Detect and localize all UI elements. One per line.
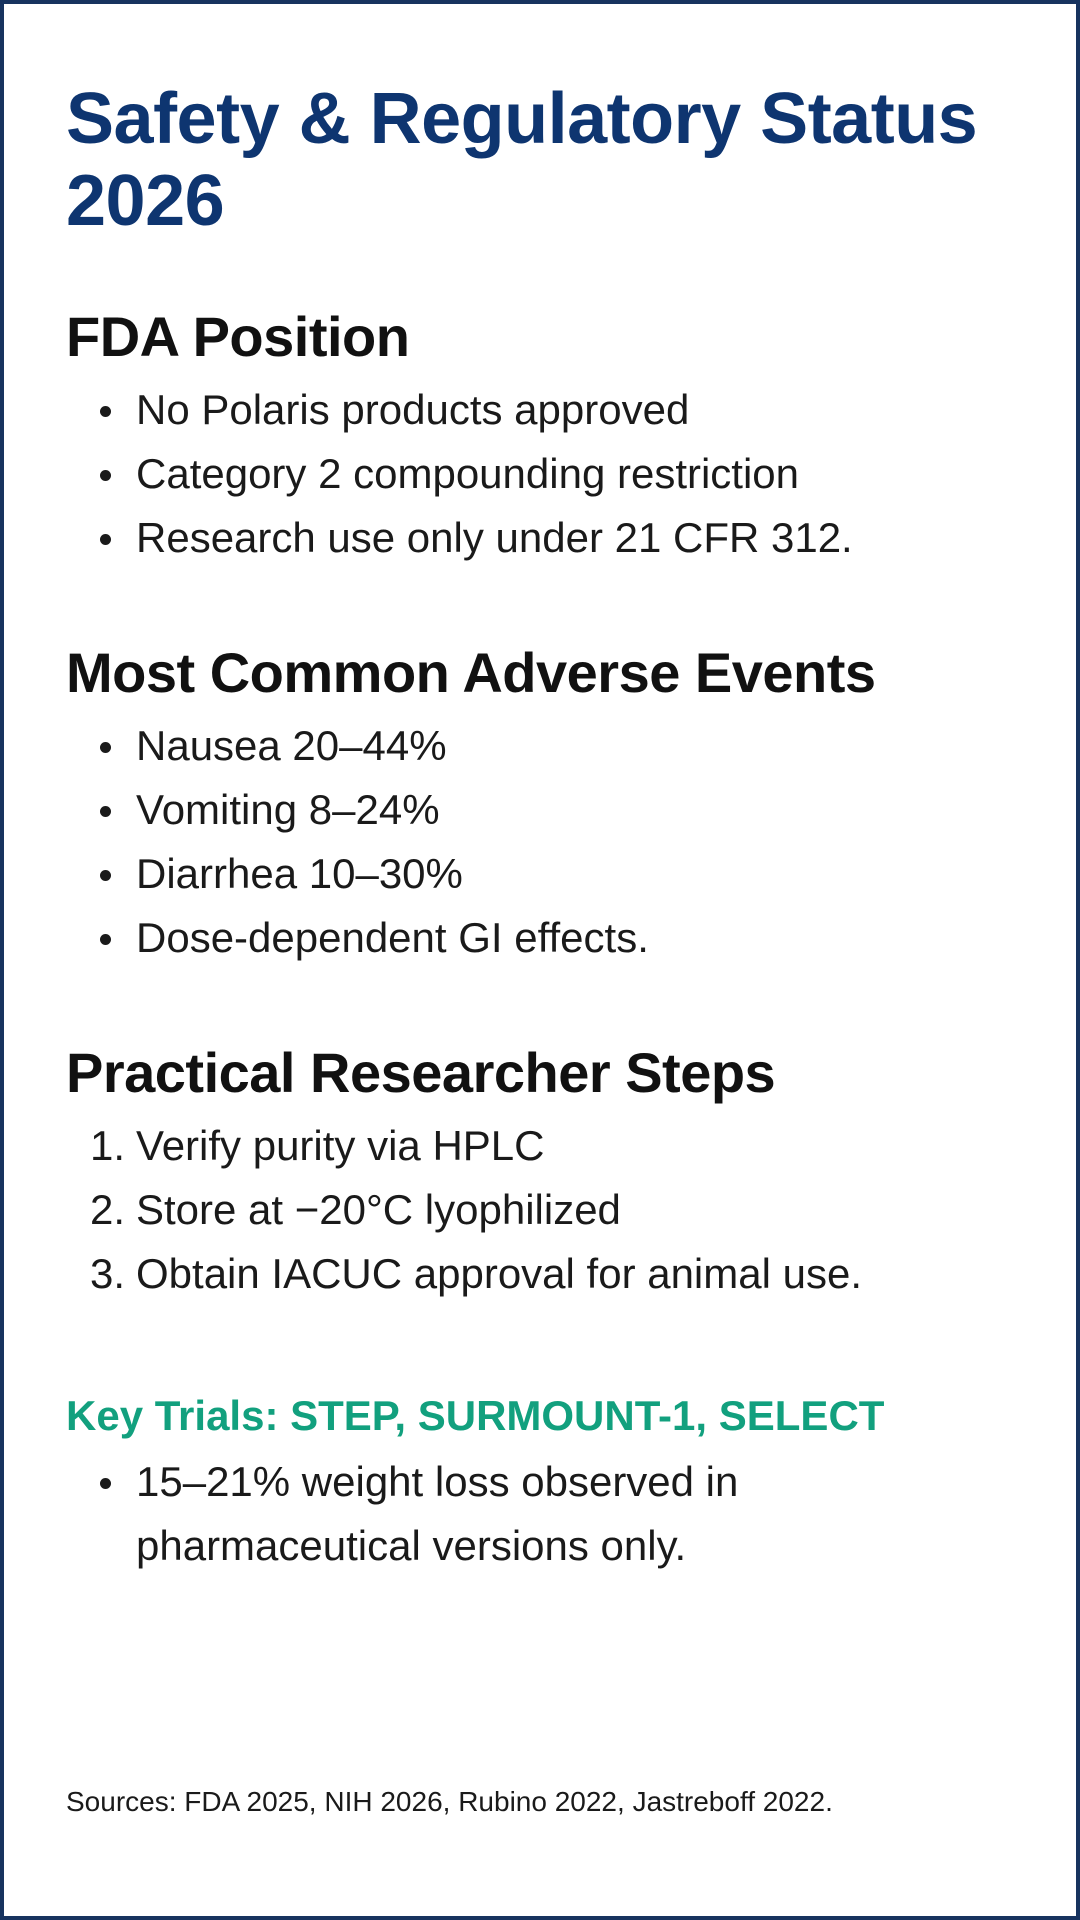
item-number: 1.	[90, 1122, 126, 1169]
list-item: Nausea 20–44%	[66, 714, 1026, 778]
item-text: Obtain IACUC approval for animal use.	[136, 1250, 862, 1297]
list-item: Category 2 compounding restriction	[66, 442, 1026, 506]
list-item: Diarrhea 10–30%	[66, 842, 1026, 906]
list-item: Vomiting 8–24%	[66, 778, 1026, 842]
numbered-item	[66, 1114, 1026, 1178]
document-content	[66, 78, 1026, 1578]
list-item: Research use only under 21 CFR 312.	[66, 506, 1026, 570]
key-trials-list	[66, 1450, 1026, 1578]
list-item: 15–21% weight loss observed in pharmaceutical versions only.	[66, 1450, 1026, 1578]
sources-footnote: Sources: FDA 2025, NIH 2026, Rubino 2022, Jastreboff 2022.	[66, 1786, 833, 1817]
researcher-steps-list	[66, 1114, 1026, 1306]
numbered-item	[66, 1242, 1026, 1306]
item-text: Store at −20°C lyophilized	[136, 1186, 621, 1233]
item-number: 2.	[90, 1186, 126, 1233]
list-item: Dose-dependent GI effects.	[66, 906, 1026, 970]
item-number: 3.	[90, 1250, 126, 1297]
item-text: Verify purity via HPLC	[136, 1122, 545, 1169]
adverse-events-heading: Most Common Adverse Events	[66, 641, 876, 704]
researcher-steps-heading: Practical Researcher Steps	[66, 1041, 776, 1104]
page-title: Safety & Regulatory Status 2026	[66, 79, 978, 241]
fda-position-list	[66, 378, 1026, 570]
numbered-item	[66, 1178, 1026, 1242]
list-item: No Polaris products approved	[66, 378, 1026, 442]
adverse-events-list	[66, 714, 1026, 970]
key-trials-heading: Key Trials: STEP, SURMOUNT-1, SELECT	[66, 1392, 885, 1439]
fda-position-heading: FDA Position	[66, 305, 410, 368]
